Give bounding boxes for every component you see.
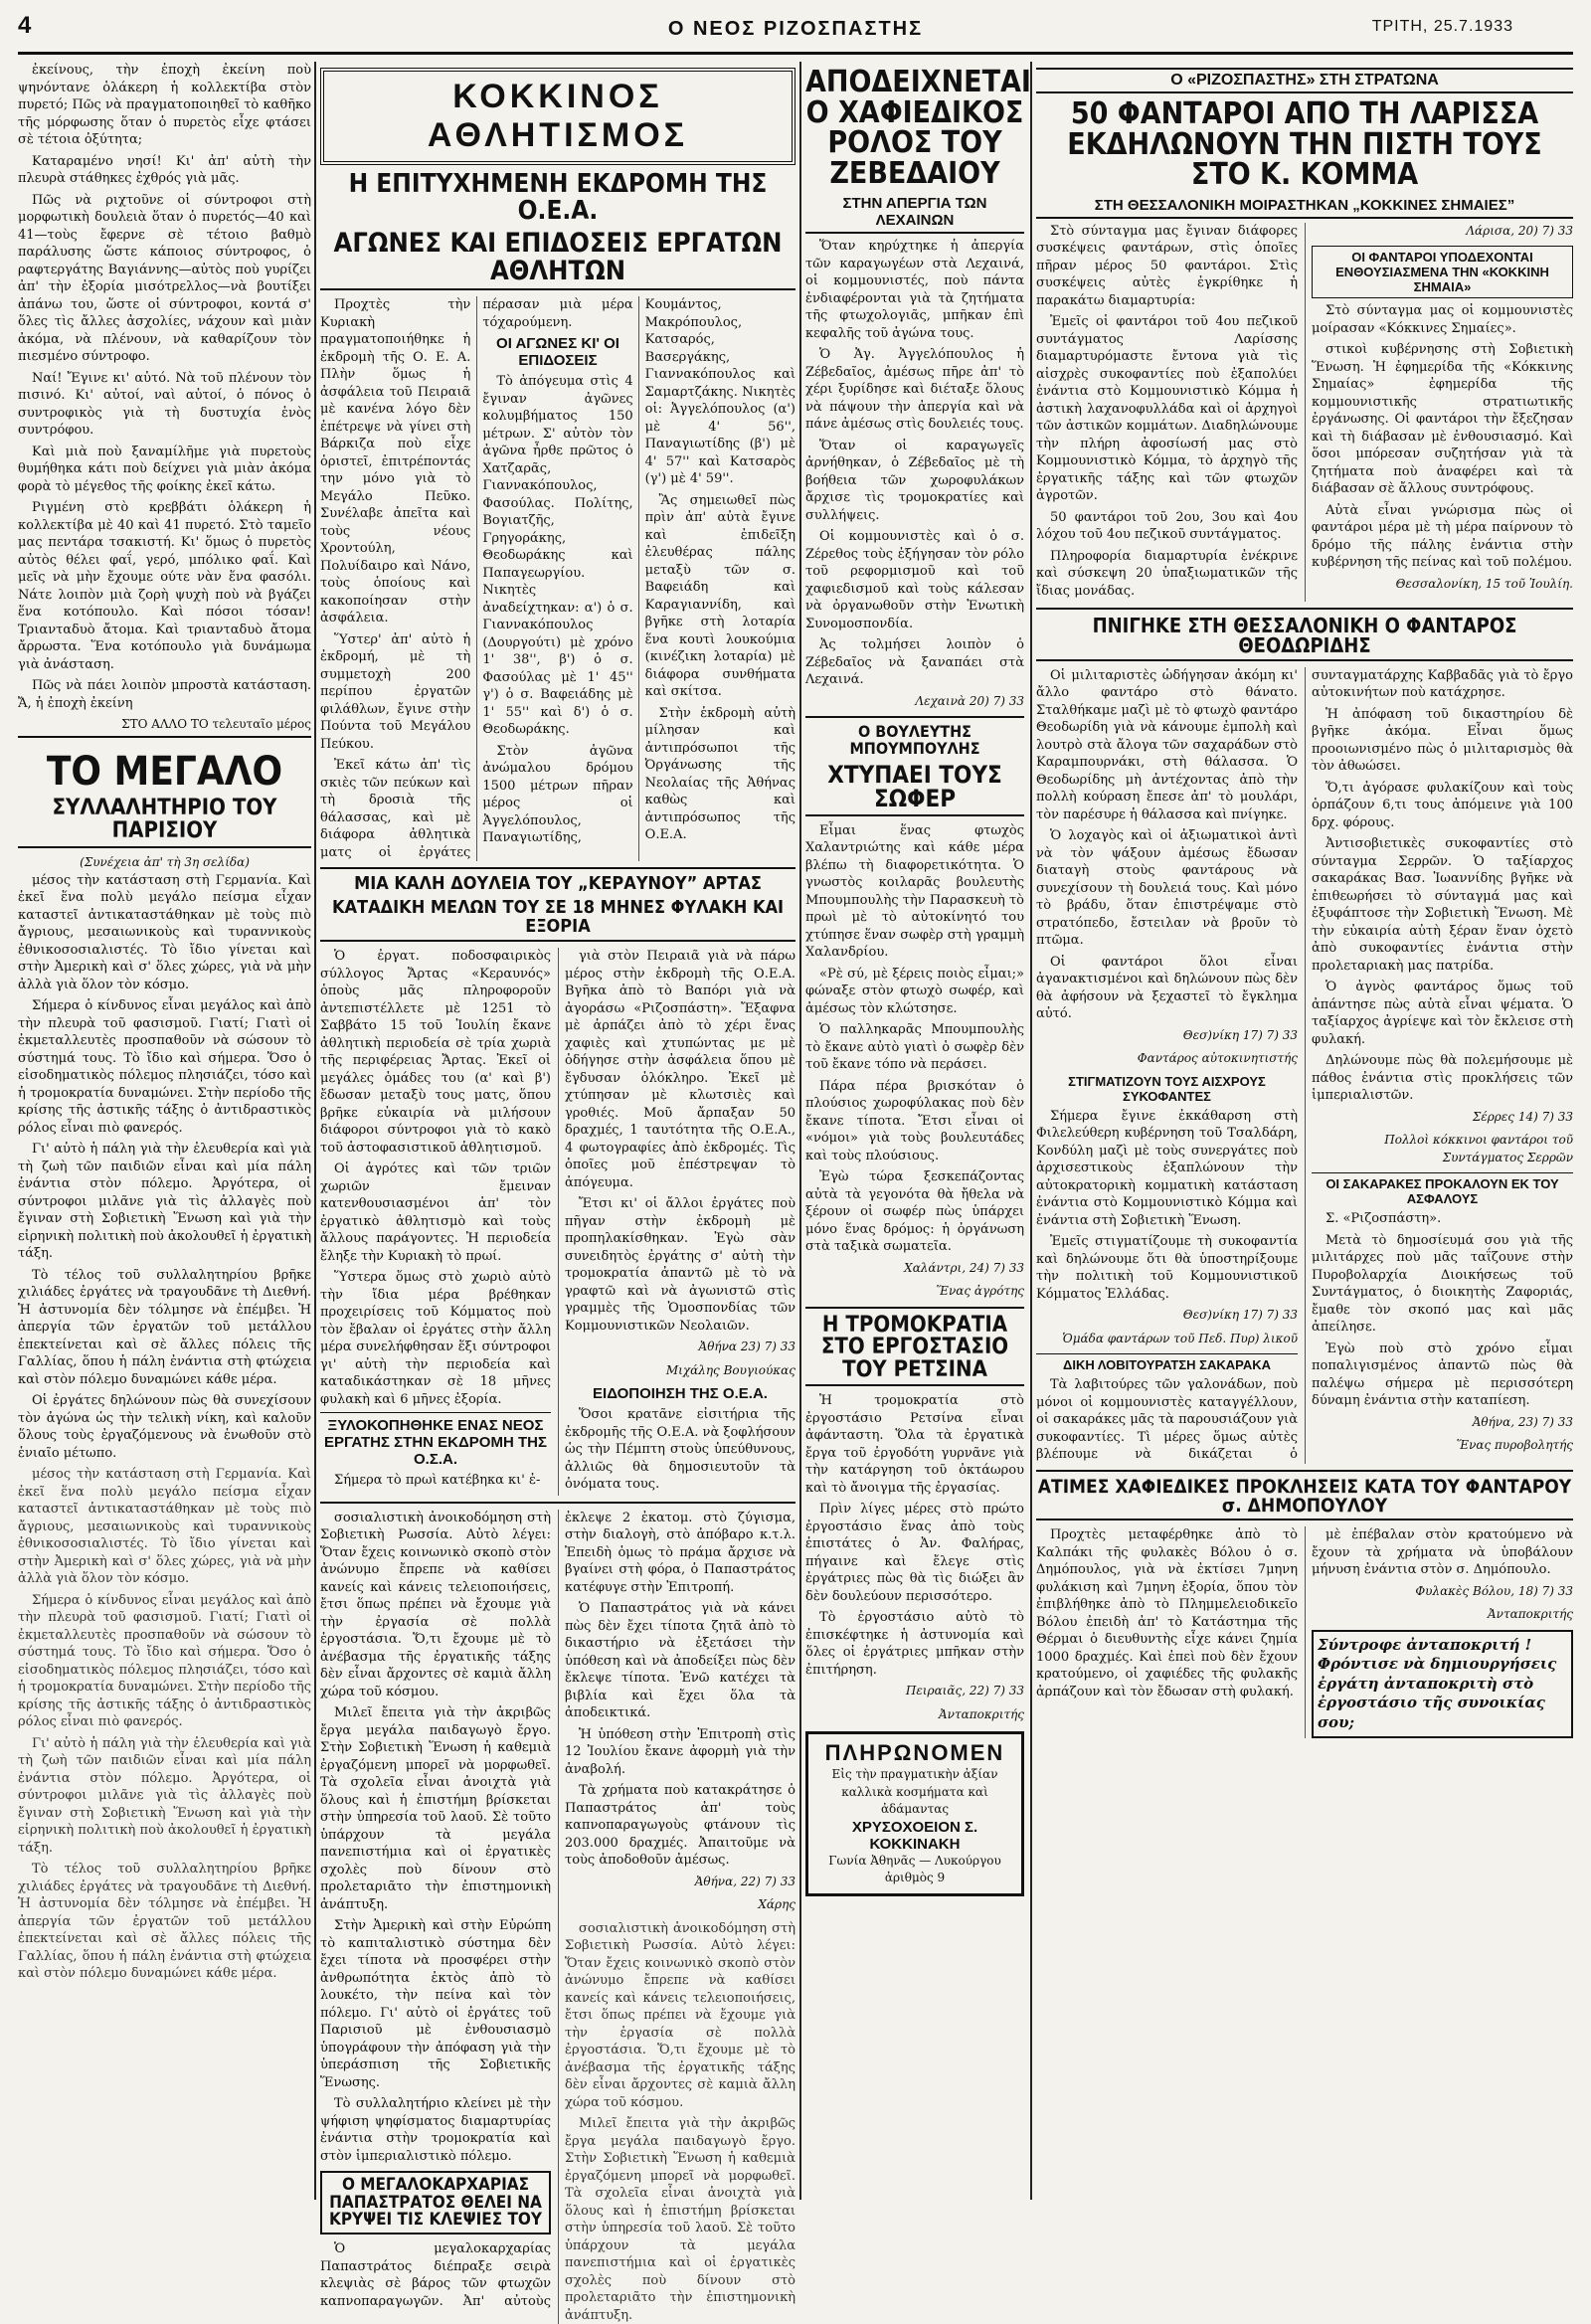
excursion-article	[320, 296, 796, 861]
signature: Ἀνταποκριτής	[939, 1706, 1024, 1721]
headline-provocations: ΟΙ ΣΑΚΑΡΑΚΕΣ ΠΡΟΚΑΛΟΥΝ ΕΚ ΤΟΥ ΑΣΦΑΛΟΥΣ	[1312, 1172, 1573, 1206]
paragraph: μὲ ἐπέβαλαν στὸν κρατούμενο νὰ ἔχουν τὰ χρήματα νὰ ὑποβάλουν μήνυση ἐνάντια στὸν σ. Δημόπουλο.	[1312, 1527, 1573, 1578]
paragraph: Οἱ ἐργάτες δηλώνουν πὼς θὰ συνεχίσουν τὸν ἀγώνα ὡς τὴν τελικὴ νίκη, καὶ καλοῦν ὅλους τοὺς ἐργαζόμενους νὰ ἑνωθοῦν στὸ ἑνιαῖο μέτωπο.	[18, 1393, 311, 1461]
paragraph: Ἔτσι κι' οἱ ἄλλοι ἐργάτες ποὺ πῆγαν στὴν ἐκδρομὴ μὲ προπηλακίσθηκαν. Ἐγὼ σὰν συνειδητὸς ἐργάτης σ' αὐτὴ τὴν τρομοκρατία ἀπαντῶ μὲ τὸ νὰ γραφτῶ καὶ νὰ ἀγωνιστῶ στὶς γραμμὲς τῆς Ὁμοσπονδίας τῶν Κομμουνιστικῶν Νεολαιῶν.	[565, 1196, 796, 1334]
headline-beaten-worker: ΞΥΛΟΚΟΠΗΘΗΚΕ ΕΝΑΣ ΝΕΟΣ ΕΡΓΑΤΗΣ ΣΤΗΝ ΕΚΔΡΟΜΗ ΤΗΣ Ο.Σ.Α.	[320, 1412, 551, 1468]
dateline: Λεχαινὰ 20) 7) 33	[915, 693, 1024, 708]
signature: Ἕνας πυροβολητής	[1456, 1438, 1573, 1453]
paragraph: Ὁ παλληκαρᾶς Μπουμπουλὴς τὸ ἔκανε αὐτὸ γιατὶ ὁ σωφὲρ δὲν τοῦ ἔκανε τόπο νὰ περάσει.	[805, 1022, 1024, 1073]
paragraph: Τὸ τέλος τοῦ συλλαλητηρίου βρῆκε χιλιάδες ἐργάτες νὰ τραγουδᾶνε τὴ Διεθνή. Ἡ ἀστυνομία δὲν τόλμησε νὰ ἐπέμβει. Ἡ ἀπεργία τῶν ἐργατῶν τοῦ μετάλλου ἐπεκτείνεται καὶ σὲ ἄλλες πόλεις τῆς Γαλλίας, ὅπου ἡ πάλη ἐνάντια στὴ φτώχεια καὶ στὸν πόλεμο δυναμώνει κάθε μέρα.	[18, 1862, 311, 1982]
dateline: Θεσσαλονίκη, 15 τοῦ Ἰουλίη.	[1395, 576, 1573, 591]
dateline: Σέρρες 14) 7) 33	[1472, 1109, 1573, 1124]
headline-drivers: ΧΤΥΠΑΕΙ ΤΟΥΣ ΣΩΦΕΡ	[805, 763, 1024, 816]
signature: Χάρης	[758, 1897, 796, 1912]
continue-note: ΣΤΟ ΑΛΛΟ ΤΟ τελευταῖο μέρος	[18, 716, 311, 738]
red-sports-box	[320, 68, 796, 165]
paragraph: Σ. «Ριζοσπάστη».	[1326, 1211, 1442, 1227]
signature: Ὁμάδα φαντάρων τοῦ Πεδ. Πυρ) λικοῦ	[1062, 1331, 1298, 1345]
ad-text: Εἰς τὴν πραγματικὴν ἀξίαν καλλικὰ κοσμήματα καὶ ἀδάμαντας	[831, 1767, 998, 1817]
paragraph: Καὶ μιὰ ποὺ ξαναμίλῆμε γιὰ πυρετοὺς θυμήθηκα κάτι ποὺ δείχνει γιὰ μιὰν ἀκόμα φορὰ τὸ μέγεθος τῆς φοίκης ἐκεῖ κάτω.	[18, 444, 311, 494]
column-rule	[1030, 62, 1032, 2200]
column-4	[1036, 62, 1573, 2200]
paragraph: Ἐκεῖ κάτω ἀπ' τὶς σκιὲς τῶν πεύκων καὶ τὴ δροσιὰ τῆς θάλασσας, καὶ μὲ διάφορα ἀθλητικὰ ματς οἱ ἐργάτες πέρασαν μιὰ μέρα τόχαρούμενη.	[320, 297, 633, 860]
paragraph: Πάρα πέρα βρισκόταν ὁ πλούσιος χωροφύλακας ποὺ δὲν ἔκανε τίποτα. Ἔτσι εἶναι οἱ «νόμοι» γιὰ τοὺς βουλευτάδες καὶ τοὺς πλούσιους.	[805, 1078, 1024, 1163]
red-sports-title-1: ΚΟΚΚΙΝΟΣ	[452, 78, 663, 115]
paragraph: Οἱ μιλιταριστὲς ὡδήγησαν ἀκόμη κι' ἄλλο φαντάρο στὸ θάνατο. Σταλθήκαμε μαζὶ μὲ τὸ φτωχὸ φαντάρο Θεοδωρίδη γιὰ νὰ κάνουμε ἐμπολὴ καὶ λουτρὸ στὰ ἄλογα τῶν σαχαράδων στὸ Καραμπουρνάκι, στὴ θάλασσα. Ὁ Θεοδωρίδης μὴ ἀντέχοντας ἀπὸ τὴν πολλὴ κούραση ἔπεσε ἀπ' τὸ μουλάρι, τὸν παρέσυρε ἡ θάλασσα καὶ πνίγηκε.	[1036, 667, 1298, 822]
paragraph: Ἡ ἀπόφαση τοῦ δικαστηρίου δὲ βγῆκε ἀκόμα. Εἶναι ὅμως προοιωνισμένο πὼς ὁ μιλιταρισμὸς θὰ τὸν ἀθωώσει.	[1312, 706, 1573, 775]
paragraph: Τὸ ἐργοστάσιο αὐτὸ τὸ ἐπισκέφτηκε ἡ ἀστυνομία καὶ ὅλες οἱ ἐργάτριες μπῆκαν στὴν ἐπιτήρηση.	[805, 1610, 1024, 1678]
dateline: Χαλάντρι, 24) 7) 33	[904, 1260, 1024, 1275]
paragraph: Μιλεῖ ἔπειτα γιὰ τὴν ἀκριβῶς ἔργα μεγάλα παιδαγωγὸ ἔργο. Στὴν Σοβιετικὴ Ἕνωση ἡ καθεμιὰ ἐργαζόμενη μπορεῖ νὰ μορφωθεῖ. Τὰ σχολεῖα εἶναι ἀνοιχτὰ γιὰ ὅλους καὶ ἡ ἐπιστήμη βρίσκεται στὴν ὑπηρεσία τοῦ λαοῦ. Σὲ τοῦτο ὑπάρχουν τὰ μεγάλα πανεπιστήμια καὶ οἱ ἐργατικὲς σχολὲς ποὺ δίνουν στὸ προλεταριᾶτο τὴν ἐπιστημονικὴ ἀνάπτυξη.	[320, 1705, 551, 1912]
paragraph: Μιλεῖ ἔπειτα γιὰ τὴν ἀκριβῶς ἔργα μεγάλα παιδαγωγὸ ἔργο. Στὴν Σοβιετικὴ Ἕνωση ἡ καθεμιὰ ἐργαζόμενη μπορεῖ νὰ μορφωθεῖ. Τὰ σχολεῖα εἶναι ἀνοιχτὰ γιὰ ὅλους καὶ ἡ ἐπιστήμη βρίσκεται στὴν ὑπηρεσία τοῦ λαοῦ. Σὲ τοῦτο ὑπάρχουν τὰ μεγάλα πανεπιστήμια καὶ οἱ ἐργατικὲς σχολὲς ποὺ δίνουν στὸ προλεταριᾶτο τὴν ἐπιστημονικὴ ἀνάπτυξη.	[565, 2116, 796, 2323]
keravnos-article	[320, 948, 796, 1496]
subhead-contests: ΟΙ ΑΓΩΝΕΣ ΚΙ' ΟΙ ΕΠΙΔΟΣΕΙΣ	[496, 335, 619, 370]
headline-kavvadas-trial: ΔΙΚΗ ΛΟΒΙΤΟΥΡΑΤΣΗ ΣΑΚΑΡΑΚΑ	[1036, 1353, 1298, 1372]
paragraph: Τὸ ἀπόγευμα στὶς 4 ἔγιναν ἀγῶνες κολυμβήματος 150 μέτρων. Σ' αὐτὸν τὸν ἀγῶνα ἦρθε πρῶτος ὁ Χατζαρᾶς, Γιαννακόπουλος, Φασούλας. Πολίτης, Βογιατζῆς, Γρηγοράκης, Θεοδωράκης καὶ Παπαγεωργίου. Νικητὲς ἀναδείχτηκαν: α') ὁ σ. Γιαννακόπουλος (Δουργούτι) μὲ χρόνο 1' 38'', β') ὁ σ. Φασούλας μὲ 1' 45'' γ') ὁ σ. Βαφειάδης μὲ 1' 55'' καὶ δ') ὁ σ. Θεοδωράκης.	[482, 374, 633, 738]
headline-paris-rally: ΤΟ ΜΕΓΑΛΟ	[46, 748, 283, 795]
dateline: Θεσ)νίκη 17) 7) 33	[1182, 1027, 1298, 1042]
prison-story-continued	[18, 62, 311, 738]
paragraph: Μετὰ τὸ δημοσίευμά σου γιὰ τῆς μιλιτάρχες ποὺ μᾶς ταΐζουνε στὴν Πυροβολαρχία Διοικήσεως τοῦ Συντάγματος, ὁ διοικητὴς Ζαφοριάς, ἔμαθε τὸν σκοπό μας καὶ μᾶς ἀπείλησε.	[1312, 1232, 1573, 1336]
paragraph: Ὅσοι κρατᾶνε εἰσιτήρια τῆς ἐκδρομῆς τῆς Ο.Ε.Α. νὰ ξοφλήσουν ὡς τὴν Πέμπτη στοὺς ὑπεύθυνους, ἀλλιῶς θὰ δημοσιευτοῦν τὰ ὀνόματα τους.	[565, 1407, 796, 1493]
paragraph: Στὸ σύνταγμα μας οἱ κομμουνιστὲς μοίρασαν «Κόκκινες Σημαίες».	[1312, 303, 1573, 336]
paragraph: Ὁ Παπαστράτος γιὰ νὰ κάνει πὼς δὲν ἔχει τίποτα ζητᾶ ἀπὸ τὸ δικαστήριο νὰ ἐξετάσει τὴν ὑπόθεση καὶ νὰ ἀποδείξει πὼς δὲν ἔκλεψε τίποτα. Ἐνῶ κατέχει τὰ βιβλία καὶ ἔχει ὅλα τὰ ἀποδεικτικά.	[565, 1601, 796, 1721]
red-sports-title-2: ΑΘΛΗΤΙΣΜΟΣ	[427, 116, 689, 154]
headline-papastratos: Ο ΜΕΓΑΛΟΚΑΡΧΑΡΙΑΣ ΠΑΠΑΣΤΡΑΤΟΣ ΘΕΛΕΙ ΝΑ ΚΡΥΨΕΙ ΤΙΣ ΚΛΕΨΙΕΣ ΤΟΥ	[320, 2171, 551, 2235]
dateline: Φυλακὲς Βόλου, 18) 7) 33	[1415, 1583, 1573, 1598]
paragraph: Ὅταν οἱ καραγωγεῖς ἀρνήθηκαν, ὁ Ζέβεδαῖος μὲ τὴ βοήθεια τῶν χωροφυλάκων ἄρχισε τὶς τρομοκρατίες καὶ συλλήψεις.	[805, 438, 1024, 523]
dateline: Λάρισα, 20) 7) 33	[1466, 223, 1573, 238]
headline-dimopoulos: ΑΤΙΜΕΣ ΧΑΦΙΕΔΙΚΕΣ ΠΡΟΚΛΗΣΕΙΣ ΚΑΤΑ ΤΟΥ ΦΑΝΤΑΡΟΥ σ. ΔΗΜΟΠΟΥΛΟΥ	[1036, 1478, 1573, 1521]
paragraph: Στὸν ἀγῶνα ἀνώμαλου δρόμου 1500 μέτρων πῆραν μέρος οἱ Ἀγγελόπουλος, Παναγιωτίδης, Κουμάντος, Μακρόπουλος, Κατσαρός, Βασεργάκης, Γιαννακόπουλος καὶ Σαμαρτζάκης. Νικητὲς οἱ: Ἀγγελόπουλος (α') μὲ 4' 56'', Παναγιωτίδης (β') μὲ 4' 57'' καὶ Κατσαρὸς (γ') μὲ 4' 59''.	[482, 297, 796, 846]
jeweler-ad	[805, 1731, 1024, 1896]
paragraph: Ναί! Ἔγινε κι' αὐτό. Νὰ τοῦ πλένουν τὸν πισινό. Κι' αὐτοί, ναὶ αὐτοί, ὁ πόνος ὁ συντροφικὸς γιὰ τὴ δυστυχία ἑνὸς συντρόφου.	[18, 370, 311, 438]
paragraph: σοσιαλιστικὴ ἀνοικοδόμηση στὴ Σοβιετικὴ Ρωσσία. Αὐτὸ λέγει: Ὅταν ἔχεις κοινωνικὸ σκοπὸ στὸν ἀνώνυμο ἔπρεπε νὰ καθίσει κανείς καὶ κάνεις τελειοποιήσεις, ἔτσι ὅπως πρέπει νὰ ἔχουμε γιὰ τὴν ἐργασία σὲ πολλὰ ἐργοστάσια. Ὅ,τι ἔχουμε μὲ τὸ ἀνέβασμα τῆς ἐργατικῆς τάξης δὲν εἶναι ἄρχοντες σὲ καμιὰ ἄλλη χώρα τοῦ κόσμου.	[320, 1510, 551, 1699]
correspondent-appeal: Σύντροφε ἀνταποκριτή ! Φρόντισε νὰ δημιουργήσεις ἐργάτη ἀνταποκριτὴ στὸ ἐργοστάσιο τῆς συνοικίας σου;	[1312, 1630, 1573, 1739]
paragraph: σοσιαλιστικὴ ἀνοικοδόμηση στὴ Σοβιετικὴ Ρωσσία. Αὐτὸ λέγει: Ὅταν ἔχεις κοινωνικὸ σκοπὸ στὸν ἀνώνυμο ἔπρεπε νὰ καθίσει κανείς καὶ κάνεις τελειοποιήσεις, ἔτσι ὅπως πρέπει νὰ ἔχουμε γιὰ τὴν ἐργασία σὲ πολλὰ ἐργοστάσια. Ὅ,τι ἔχουμε μὲ τὸ ἀνέβασμα τῆς ἐργατικῆς τάξης δὲν εἶναι ἄρχοντες σὲ καμιὰ ἄλλη χώρα τοῦ κόσμου.	[565, 1920, 796, 2110]
paragraph: στικοὶ κυβέρνησης στὴ Σοβιετικὴ Ἕνωση. Ἡ ἐφημερίδα τῆς «Κόκκινης Σημαίας» ἐφημερίδα τῆς κομμουνιστικῆς στρατιωτικῆς ἐργάνωσης. Οἱ φαντάροι τὴν ἔξεζησαν καὶ τὴ διάβασαν μὲ ἐνθουσιασμό. Καὶ ὅσοι μπόρεσαν συζητήσαν γιὰ τὰ ζητήματα ποὺ ἀναφέρει καὶ τὰ διάβασαν σὲ ἄλλους συντρόφους.	[1312, 342, 1573, 497]
headline-drowned: ΠΝΙΓΗΚΕ ΣΤΗ ΘΕΣΣΑΛΟΝΙΚΗ Ο ΦΑΝΤΑΡΟΣ ΘΕΟΔΩΡΙΔΗΣ	[1036, 616, 1573, 661]
paragraph: Πῶς νὰ ριχτοῦνε οἱ σύντροφοι στὴ μορφωτικὴ δουλειὰ ὅταν ὁ πυρετός—40 καὶ 41—τοὺς ἔφερνε σὲ τέτοιο βαθμὸ παράλυσης ὥστε κάποιος σύντροφος, ὁ ραφτεργάτης Βαγιάννης—αὐτὸς ποὺ γυρίζει ἀπ' τὴν ἐξορία μισότρελλος—νὰ βουτίξει ἀπάνω του, ὥστε οἱ σύντροφοι, κοντά σ' ὅλες τὶς ἄλλες ἀσχολίες, νάχουν καὶ μιὰν ἀκόμα, νὰ πλένουν, νὰ καθαρίζουν τὸν πιεσμένο σύντροφο.	[18, 192, 311, 364]
dateline: Πειραιᾶς, 22) 7) 33	[905, 1684, 1024, 1698]
signature: Φαντάρος αὐτοκινητιστής	[1137, 1051, 1298, 1066]
paragraph: Ὁ Ἀγ. Ἀγγελόπουλος ἡ Ζέβεδαῖος, ἀμέσως πῆρε ἀπ' τὸ χέρι ξυρίδησε καὶ διέταξε ὅλους νὰ πάψουν τὴν ἀπεργία καὶ νὰ πάνε ἀμέσως στὶς δουλειές τους.	[805, 347, 1024, 433]
headline-athletes: ΑΓΩΝΕΣ ΚΑΙ ΕΠΙΔΟΣΕΙΣ ΕΡΓΑΤΩΝ ΑΘΛΗΤΩΝ	[320, 230, 796, 290]
signature: Πολλοὶ κόκκινοι φαντάροι τοῦ Συντάγματος Σερρῶν	[1384, 1133, 1573, 1164]
headline-larissa: 50 ΦΑΝΤΑΡΟΙ ΑΠΟ ΤΗ ΛΑΡΙΣΣΑ ΕΚΔΗΛΩΝΟΥΝ ΤΗΝ ΠΙΣΤΗ ΤΟΥΣ ΣΤΟ Κ. ΚΟΜΜΑ	[1067, 96, 1542, 193]
paragraph: Τὸ τέλος τοῦ συλλαλητηρίου βρῆκε χιλιάδες ἐργάτες νὰ τραγουδᾶνε τὴ Διεθνή. Ἡ ἀστυνομία δὲν τόλμησε νὰ ἐπέμβει. Ἡ ἀπεργία τῶν ἐργατῶν τοῦ μετάλλου ἐπεκτείνεται καὶ σὲ ἄλλες πόλεις τῆς Γαλλίας, ὅπου ἡ πάλη ἐνάντια στὴ φτώχεια καὶ στὸν πόλεμο δυναμώνει κάθε μέρα.	[18, 1267, 311, 1387]
paragraph: Ὅταν κηρύχτηκε ἡ ἀπεργία τῶν καραγωγέων στὰ Λεχαινά, οἱ κομμουνιστές, ποὺ πάντα ἐνδιαφέρονται γιὰ τὰ ζητήματα τῆς φτωχολογιᾶς, μπῆκαν ἐπὶ κεφαλῆς τοῦ ἀγώνα τους.	[805, 239, 1024, 341]
paragraph: Γι' αὐτὸ ἡ πάλη γιὰ τὴν ἐλευθερία καὶ γιὰ τὴ ζωὴ τῶν παιδιῶν εἶναι καὶ μία πάλη ἐνάντια στὸν πόλεμο. Ἀργότερα, οἱ σύντροφοι μιλᾶνε γιὰ τὶς ἀλλαγὲς ποὺ ἔγιναν στὴ Σοβιετικὴ Ἕνωση καὶ γιὰ τὴν εἰρηνικὴ πολιτικὴ ποὺ ἀκολουθεῖ ἡ ἐργατικὴ τάξη.	[18, 1735, 311, 1856]
dateline: Ἀθήνα, 23) 7) 33	[1472, 1414, 1573, 1429]
issue-date: ΤΡΙΤΗ, 25.7.1933	[1371, 18, 1513, 35]
headline-slanderers: ΣΤΙΓΜΑΤΙΖΟΥΝ ΤΟΥΣ ΑΙΣΧΡΟΥΣ ΣΥΚΟΦΑΝΤΕΣ	[1068, 1073, 1266, 1104]
headline-zevedaios: ΑΠΟΔΕΙΧΝΕΤΑΙ Ο ΧΑΦΙΕΔΙΚΟΣ ΡΟΛΟΣ ΤΟΥ ΖΕΒΕΔΑΙΟΥ	[805, 65, 1031, 191]
dimopoulos-article	[1036, 1526, 1573, 1738]
paragraph: Καταραμένο νησί! Κι' ἀπ' αὐτὴ τὴν πλευρὰ στάθηκες ἐχθρός γιὰ μᾶς.	[18, 153, 311, 186]
page-header	[18, 8, 1573, 55]
paragraph: Προχτὲς μεταφέρθηκε ἀπὸ τὸ Καλπάκι τῆς φυλακὲς Βόλου ὁ σ. Δημόπουλος, γιὰ νὰ ἐκτίσει 7μηνη φυλάκιση καὶ 7μηνη ἐξορία, ὅπου τὸν ἐπιβλήθηκε ἀπὸ τὸ Πλημμελειοδικεῖο Βόλου ἐπειδὴ ἀπ' τὸ Κατάστημα τῆς Θέρμαι ὁ διευθυντὴς εἶχε κάνει ζημία 1000 δραχμές. Καὶ ἐπεὶ ποὺ δὲν ἔχουν κρατούμενο, οἱ χαφιέδες τῆς φυλακῆς ἀρπάζουν καὶ τὸν ἔδωσαν στὴ φυλακή.	[1036, 1527, 1298, 1699]
paragraph: Ὁ λοχαγὸς καὶ οἱ ἀξιωματικοὶ ἀντὶ νὰ τὸν ψάξουν ἀμέσως ἔδωσαν διαταγὴ στοὺς φαντάρους νὰ συνεχίσουν τὴ δουλειά τους. Καὶ μόνο τὸ βράδυ, ὅταν ἐπιστρέψαμε στὸ στρατόπεδο, ἔστειλαν νὰ βροῦν τὸ πτῶμα.	[1036, 828, 1298, 949]
paragraph: Πῶς νὰ πάει λοιπὸν μπροστὰ κατάσταση. Ἄ, ἡ ἐποχὴ ἐκείνη	[18, 678, 311, 711]
dateline: Ἀθήνα 23) 7) 33	[698, 1340, 796, 1354]
column-rule	[799, 62, 801, 2200]
paragraph: Ἂς σημειωθεῖ πὼς πρὶν ἀπ' αὐτὰ ἔγινε καὶ ἐπιδεῖξη ἐλευθέρας πάλης μεταξὺ τῶν σ. Βαφειάδη καὶ Καραγιαννίδη, καὶ βγῆκε στὴ λοταρία ἕνα κουτὶ λουκούμια (κινέζικη λοταρία) μὲ διάφορα συνθήματα καὶ σκίτσα.	[644, 492, 796, 700]
dateline: Θεσ)νίκη 17) 7) 33	[1182, 1308, 1298, 1323]
paragraph: μέσος τὴν κατάσταση στὴ Γερμανία. Καὶ ἐκεῖ ἕνα πολὺ μεγάλο πείσμα εἶχαν καταστεῖ ἀντικαταστάθηκαν μὲ τοὺς πιὸ ἄγριους, μεσαιωνικοὺς καὶ τυραννικοὺς ἐθνικοσοσιαλιστές. Τὸ ἴδιο γίνεται καὶ στὴν Ἀμερικὴ καὶ σ' ὅλες χώρες, γιὰ νὰ μὴν ἀλλὰ γιὰ ὅλον τὸν κόσμο.	[18, 872, 311, 992]
paragraph: μέσος τὴν κατάσταση στὴ Γερμανία. Καὶ ἐκεῖ ἕνα πολὺ μεγάλο πείσμα εἶχαν καταστεῖ ἀντικαταστάθηκαν μὲ τοὺς πιὸ ἄγριους, μεσαιωνικοὺς καὶ τυραννικοὺς ἐθνικοσοσιαλιστές. Τὸ ἴδιο γίνεται καὶ στὴν Ἀμερικὴ καὶ σ' ὅλες χώρες, γιὰ νὰ μὴν ἀλλὰ γιὰ ὅλον τὸν κόσμο.	[18, 1467, 311, 1587]
paragraph: Ἐμεῖς στιγματίζουμε τὴ συκοφαντία καὶ δηλώνουμε ὅτι θὰ ὑποστηρίξουμε τὴν πολιτικὴ τοῦ Κομμουνιστικοῦ Κόμματος Ἑλλάδας.	[1036, 1234, 1298, 1302]
paragraph: γιὰ στὸν Πειραιᾶ γιὰ νὰ πάρω μέρος στὴν ἐκδρομὴ τῆς Ο.Ε.Α. Βγῆκα ἀπὸ τὸ Βαπόρι γιὰ νὰ ἀγοράσω «Ριζοσπάστη». Ἔξαφνα μὲ ἁρπάζει ἀπὸ τὸ χέρι ἕνας χαφιὲς καὶ χτυπώντας με μὲ ὁδήγησε στὴν ἀσφάλεια ὅπου μὲ ἔγδυσαν ὁλόκληρο. Ἐκεῖ μὲ χτύπησαν μὲ κλωτσιὲς καὶ γροθιές. Μοῦ ἄρπαξαν 50 δραχμές, 1 ταυτότητα τῆς Ο.Ε.Α., 4 φωτογραφίες ἀπὸ ἐκδρομές. Τὶς ὁποῖες μοῦ ἐπέστρεψαν τὸ ἀπόγευμα.	[565, 949, 796, 1190]
column-rule	[314, 62, 316, 2200]
ad-shop: ΧΡΥΣΟΧΟΕΙΟΝ Σ. ΚΟΚΚΙΝΑΚΗ	[851, 1818, 978, 1853]
paragraph: Ριγμένη στὸ κρεββάτι ὁλάκερη ἡ κολλεκτίβα μὲ 40 καὶ 41 πυρετό. Στὸ ταμεῖο μας πεντάρα τσακιστή. Κι' ὅμως ὁ πυρετὸς αὐτὸς θέλει φαΐ, γερό, μπόλικο φαΐ. Καὶ μεῖς νὰ μὴν ἔχουμε ούτε νὰν ἕνα φασόλι. Νάτε λοιπὸν μιὰ ζορὴ ψυχὴ ποὺ νὰ βγάζει ἕνα κοτόπουλο. Καὶ πόσοι τόσαν! Τριανταδυὸ ἄτομα. Καὶ τριανταδυὸ ἄτομα ἄρρωστα. Ἕνα κοτόπουλο γιὰ δυνάμωμα γιὰ ἀνάσταση.	[18, 500, 311, 672]
paragraph: Ὁ ἀγνὸς φαντάρος ὅμως τοῦ ἀπάντησε πὼς αὐτὰ εἶναι ψέματα. Ὁ ταξίαρχος ἀγρίεψε καὶ τὸν ἔκλεισε στὴ φυλακή.	[1312, 980, 1573, 1047]
column-3	[805, 62, 1031, 2200]
headline-retsina: Η ΤΡΟΜΟΚΡΑΤΙΑ ΣΤΟ ΕΡΓΟΣΤΑΣΙΟ ΤΟΥ ΡΕΤΣΙΝΑ	[805, 1315, 1024, 1386]
headline-strike: ΣΤΗΝ ΑΠΕΡΓΙΑ ΤΩΝ ΛΕΧΑΙΝΩΝ	[805, 195, 1024, 234]
paragraph: Σήμερα ἔγινε ἐκκάθαρση στὴ Φιλελεύθερη κυβέρνηση τοῦ Τσαλδάρη, Κονδύλη μαζὶ μὲ τοὺς συνεργάτες ποὺ ἀρχισεστικοὺς ἐξαπλώνουν τὴν αὐτοκρατορικὴ κομματικὴ κατάσταση ἐνάντια στὸ Κομμουνιστικὸ Κόμμα καὶ ἐνάντια στὴ Σοβιετικὴ Ἕνωση.	[1036, 1108, 1298, 1228]
paragraph: Σήμερα τὸ πρωὶ κατέβηκα κι' ἐ-	[334, 1473, 541, 1489]
headline-excursion: Η ΕΠΙΤΥΧΗΜΕΝΗ ΕΚΔΡΟΜΗ ΤΗΣ Ο.Ε.Α.	[348, 169, 768, 226]
continued-from: (Συνέχεια ἀπ' τὴ 3η σελίδα)	[80, 855, 250, 870]
paragraph: Ὅ,τι ἀγόρασε φυλακίζουν καὶ τοὺς ὁρπάζουν 6,τι τους ἀπόμεινε γιὰ 100 δρχ. φόρους.	[1312, 780, 1573, 830]
headline-red-flags: ΣΤΗ ΘΕΣΣΑΛΟΝΙΚΗ ΜΟΙΡΑΣΤΗΚΑΝ „ΚΟΚΚΙΝΕΣ ΣΗΜΑΙΕΣ”	[1036, 197, 1573, 219]
paragraph: Στὸ σύνταγμα μας ἔγιναν διάφορες συσκέψεις φαντάρων, στὶς ὁποῖες πῆραν μέρος 50 φαντάροι. Στὶς συσκέψεις αὐτὲς ἐγκρίθηκε ἡ παρακάτω διαμαρτυρία:	[1036, 223, 1298, 308]
paragraph: «Ρὲ σύ, μὲ ξέρεις ποιὸς εἶμαι;» φώναξε στὸν φτωχὸ σωφέρ, καὶ ἀμέσως τὸν κλώτσησε.	[805, 966, 1024, 1016]
drowned-article	[1036, 667, 1573, 1464]
paris-continued	[320, 1510, 796, 2324]
ad-title: ΠΛΗΡΩΝΟΜΕΝ	[824, 1740, 1005, 1766]
dateline: Ἀθήνα, 22) 7) 33	[694, 1874, 796, 1888]
signature: Ἕνας ἀγρότης	[936, 1284, 1024, 1299]
larissa-article	[1036, 223, 1573, 602]
paragraph: Ἡ ὑπόθεση στὴν Ἐπιτροπὴ στὶς 12 Ἰουλίου ἔκανε ἀφορμὴ γιὰ τὴν ἀναβολή.	[565, 1726, 796, 1777]
headline-mp: Ο ΒΟΥΛΕΥΤΗΣ ΜΠΟΥΜΠΟΥΛΗΣ	[849, 722, 980, 758]
section-army: Ο «ΡΙΖΟΣΠΑΣΤΗΣ» ΣΤΗ ΣΤΡΑΤΩΝΑ	[1036, 68, 1573, 93]
paragraph: Στὴν Ἀμερικὴ καὶ στὴν Εὐρώπη τὸ καπιταλιστικὸ σύστημα δὲν ἔχει τίποτα νὰ προσφέρει στὴν ἀνθρωπότητα ἐκτὸς ἀπὸ τὸ λουκέτο, τὴν πείνα καὶ τὸν πόλεμο. Γι' αὐτὸ οἱ ἐργάτες τοῦ Παρισιοῦ μὲ ἐνθουσιασμὸ ὑπογράφουν τὴν ἀπόφαση γιὰ τὴν ὑπεράσπιση τῆς Σοβιετικῆς Ἕνωσης.	[320, 1918, 551, 2090]
headline-red-flag-welcome: ΟΙ ΦΑΝΤΑΡΟΙ ΥΠΟΔΕΧΟΝΤΑΙ ΕΝΘΟΥΣΙΑΣΜΕΝΑ ΤΗΝ «ΚΟΚΚΙΝΗ ΣΗΜΑΙΑ»	[1312, 246, 1573, 298]
paragraph: Στὴν ἐκδρομὴ αὐτὴ μίλησαν καὶ ἀντιπρόσωποι τῆς Ὀργάνωσης τῆς Νεολαίας τῆς Ἀθήνας καθὼς καὶ ἀντιπρόσωπος τῆς Ο.Ε.Α.	[644, 705, 796, 843]
paragraph: Ἐγὼ ποὺ στὸ χρόνο εἶμαι ποπαλιγισμένος ἀπαντῶ πὼς θὰ παλέψω σήμερα μὲ περισσότερη δύναμη ἐνάντια στὴν καταπίεση.	[1312, 1341, 1573, 1409]
paragraph: Ὕστερα ὅμως στὸ χωριὸ αὐτὸ τὴν ἴδια μέρα βρέθηκαν προχειρίσεις τοῦ Κόμματος ποὺ τὸν ἔβαλαν οἱ ἐργάτες στὴν ἄλλη μέρα συνελήφθησαν ἕξι σύντροφοι γι' αὐτὴ τὴν περιοδεία καὶ καταδικάστηκαν σὲ 18 μῆνες φυλακὴ καὶ 6 μῆνες ἐξορία.	[320, 1270, 551, 1407]
paragraph: Οἱ φαντάροι ὅλοι εἶναι ἀγανακτισμένοι καὶ δηλώνουν πὼς δὲν θὰ ἀφήσουν νὰ ξεχαστεῖ τὸ ἔγκλημα αὐτό.	[1036, 954, 1298, 1022]
paragraph: Δηλώνουμε πὼς θὰ πολεμήσουμε μὲ πάθος ἐνάντια στὶς προκλήσεις τῶν ἱμπεριαλιστῶν.	[1312, 1053, 1573, 1104]
paragraph: Σήμερα ὁ κίνδυνος εἶναι μεγάλος καὶ ἀπὸ τὴν πλευρὰ τοῦ φασισμοῦ. Γιατί; Γιατὶ οἱ ἐκμεταλλευτὲς προσπαθοῦν νὰ σώσουν τὸ σύστημά τους. Τὸ ἴδιο καὶ σήμερα. Ὅσο ὁ εἰσοδηματικὸς πόλεμος πλησιάζει, τόσο καὶ ἡ τρομοκρατία δυναμώνει. Στὴν περίοδο τῆς κρίσης τῆς ἀστικῆς τάξης ὁ ἀντιδραστικὸς ρόλος εἶναι πιὸ φανερός.	[18, 1592, 311, 1730]
signature: Ἀνταποκριτής	[1488, 1607, 1573, 1622]
paragraph: Πρὶν λίγες μέρες στὸ πρώτο ἐργοστάσιο ἕνας ἀπὸ τοὺς ἐπιστάτες ὁ Ἀν. Φαλήρας, πήγαινε καὶ ἔλεγε στὶς ἐργάτριες πὼς θὰ τὶς διώξει ἂν δὲν δουλεύουν περισσότερο.	[805, 1502, 1024, 1604]
paragraph: Ὕστερ' ἀπ' αὐτὸ ἡ ἐκδρομή, μὲ τὴ συμμετοχὴ 200 περίπου ἐργατῶν φιλάθλων, ἔγινε στὴν Πούντα τοῦ Μεγάλου Πεύκου.	[320, 631, 471, 752]
paragraph: Ἡ τρομοκρατία στὸ ἐργοστάσιο Ρετσίνα εἶναι ἀφάνταστη. Ὅλα τὰ ἐργατικὰ ἔργα τοῦ ἐργοδότη γυρνᾶνε γιὰ τὴν κατάργηση τοῦ ὀκτάωρου καὶ τὸ ἄνοιγμα τῆς ἐργασίας.	[805, 1393, 1024, 1496]
paragraph: Ὁ ἐργατ. ποδοσφαιρικὸς σύλλογος Ἄρτας «Κεραυνός» ὁποὺς μᾶς πληροφοροῦν ἀντεπιστέλλετε μὲ 1251 τὸ Σαββάτο 15 τοῦ Ἰουλίη ἔκανε ἀθλητικὴ περιοδεία σὲ τρία χωριὰ τῆς περιφέρειας Ἄρτας. Ἐκεῖ οἱ μεγάλες ὁμάδες του (α' καὶ β') ἔδωσαν μεταξὺ τους ματς, ὅπου βρῆκε εὐκαιρία νὰ μιλήσουν διάφοροι σύντροφοι γιὰ τὸ κακὸ τοῦ ἀστοφασιστικοῦ ἀθλητισμοῦ.	[320, 949, 551, 1156]
signature: Μιχάλης Βουγιούκας	[665, 1362, 796, 1377]
headline-notice: ΕΙΔΟΠΟΙΗΣΗ ΤΗΣ Ο.Ε.Α.	[593, 1385, 768, 1403]
ad-address: Γωνία Ἀθηνᾶς — Λυκούργου ἀριθμὸς 9	[828, 1853, 1001, 1885]
headline-keravnos: ΜΙΑ ΚΑΛΗ ΔΟΥΛΕΙΑ ΤΟΥ „ΚΕΡΑΥΝΟΥ” ΑΡΤΑΣ	[354, 873, 762, 895]
paragraph: Οἱ κομμουνιστὲς καὶ ὁ σ. Ζέρεθος τοὺς ἐξήγησαν τὸν ρόλο τοῦ ρεφορμισμοῦ καὶ τοῦ χαφιεδισμοῦ καὶ τοὺς κάλεσαν νὰ ὀργανωθοῦν στὴν Ἑνωτικὴ Συνομοσπονδία.	[805, 529, 1024, 631]
paragraph: Ἐμεῖς οἱ φαντάροι τοῦ 4ου πεζικοῦ συντάγματος Λαρίσσης διαμαρτυρόμαστε ἔντονα γιὰ τὶς αἰσχρὲς συκοφαντίες ποὺ ἐξαπολύει ἐνάντια στὸ Κομμουνιστικὸ Κόμμα ἡ ἀστικὴ λαχανοφυλλάδα καὶ οἱ ἀρχηγοὶ τῶν ἀστικῶν κομμάτων. Διαδηλώνουμε τὴν πλήρη ἀφοσίωσή μας στὸ Κομμουνιστικὸ Κόμμα, τὸ ἀρχηγὸ τῆς ἐργατικῆς τάξης καὶ τῶν φτωχῶν ἀγροτῶν.	[1036, 314, 1298, 504]
page-number: 4	[18, 12, 32, 39]
paragraph: Αὐτὰ εἶναι γνώρισμα πὼς οἱ φαντάροι μέρα μὲ τὴ μέρα παίρνουν τὸ δρόμο τῆς πάλης ἐνάντια στὴν κυβέρνηση τῆς πείνας καὶ τοῦ πολέμου.	[1312, 502, 1573, 571]
paragraph: Ἐγὼ τώρα ξεσκεπάζοντας αὐτὰ τὰ γεγονότα θὰ ἤθελα νὰ ξέρουν οἱ σωφέρ πὼς ὑπάρχει μόνο ἕνας δρόμος: ἡ ὀργάνωση στὰ ταξικὰ σωματεῖα.	[805, 1169, 1024, 1255]
paragraph: Ἀντισοβιετικὲς συκοφαντίες στὸ σύνταγμα Σερρῶν. Ὁ ταξίαρχος σακαράκας Βασ. Ἰωαννίδης βγῆκε νὰ ἐπιθεωρήσει τὸ σύνταγμά μας καὶ ἐξυφάπτοσε τὴν Σοβιετικὴ Ἕνωση. Μὲ τὴν εὐκαιρία αὐτὴ ξέραν ἕναν ὀχετὸ ἀπὸ συκοφαντίες ἐνάντια στὴν προλεταριακὴ μας πατρίδα.	[1312, 836, 1573, 974]
paragraph: Εἶμαι ἕνας φτωχὸς Χαλαντριώτης καὶ κάθε μέρα βλέπω τὴ διαφορετικότητα. Ὁ γνωστὸς κοιλαρᾶς βουλευτὴς Μπουμπουλὴς τὴν Παρασκευὴ τὸ πρωὶ μὲ τὸ αὐτοκίνητό του χτύπησε ἕναν σωφὲρ στὴ γραμμὴ Χαλανδρίου.	[805, 822, 1024, 961]
paragraph: 50 φαντάροι τοῦ 2ου, 3ου καὶ 4ου λόχου τοῦ 4ου πεζικοῦ συντάγματος.	[1036, 509, 1298, 543]
paragraph: Οἱ ἀγρότες καὶ τῶν τριῶν χωριῶν ἔμειναν κατενθουσιασμένοι ἀπ' τὸν ἐργατικὸ ἀθλητισμὸ καὶ τοὺς ἄλλους παράγοντες. Ἡ περιοδεία ἔληξε τὴν Κυριακὴ τὸ πρωί.	[320, 1162, 551, 1264]
paragraph: Σήμερα ὁ κίνδυνος εἶναι μεγάλος καὶ ἀπὸ τὴν πλευρὰ τοῦ φασισμοῦ. Γιατί; Γιατὶ οἱ ἐκμεταλλευτὲς προσπαθοῦν νὰ σώσουν τὸ σύστημά τους. Τὸ ἴδιο καὶ σήμερα. Ὅσο ὁ εἰσοδηματικὸς πόλεμος πλησιάζει, τόσο καὶ ἡ τρομοκρατία δυναμώνει. Στὴν περίοδο τῆς κρίσης τῆς ἀστικῆς τάξης ὁ ἀντιδραστικὸς ρόλος εἶναι πιὸ φανερός.	[18, 998, 311, 1136]
masthead: Ο ΝΕΟΣ ΡΙΖΟΣΠΑΣΤΗΣ	[667, 18, 924, 40]
column-1	[18, 62, 311, 2200]
paragraph: Ἀς τολμήσει λοιπὸν ὁ Ζέβεδαῖος νὰ ξαναπάει στὰ Λεχαινά.	[805, 637, 1024, 688]
headline-paris-rally-sub: ΣΥΛΛΑΛΗΤΗΡΙΟ ΤΟΥ ΠΑΡΙΣΙΟΥ	[18, 798, 311, 848]
paragraph: Ὁ μεγαλοκαρχαρίας Παπαστράτος διέπραξε σειρὰ κλεψιὰς σὲ βάρος τῶν φτωχῶν καπνοπαραγωγῶν. Ἀπ' αὐτοὺς ἐκλεψε 2 ἐκατομ. στὸ ζύγισμα, στὴν διαλογὴ, στὸ ἀπόβαρο κ.τ.λ. Ἐπειδὴ ὁμως τὸ πράμα ἄρχισε νὰ βγαίνει στὴ φόρα, ὁ Παπαστράτος κατέφυγε στὴν Ἐπιτροπή.	[320, 1510, 796, 2309]
headline-conviction: ΚΑΤΑΔΙΚΗ ΜΕΛΩΝ ΤΟΥ ΣΕ 18 ΜΗΝΕΣ ΦΥΛΑΚΗ ΚΑΙ ΕΞΟΡΙΑ	[320, 899, 796, 942]
paragraph: Προχτὲς τὴν Κυριακὴ πραγματοποιήθηκε ἡ ἐκδρομὴ τῆς Ο. Ε. Α. Πλὴν ὅμως ἡ ἀσφάλεια τοῦ Πειραιᾶ μὲ κανένα λόγο δὲν ἐπέτρεψε νὰ γίνει στὴ Βάρκιζα ποὺ εἶχε ὁριστεῖ, ἐπιτρέποντάς την μόνο γιὰ τὸ Μεγάλο Πεῦκο. Συνέλαβε ἀπεῖτα καὶ τοὺς νέους Χροντούλη, Πολυίδαιρο καὶ Νάνο, τοὺς ὁποίους καὶ κακοποίησαν στὴν ἀσφάλεια.	[320, 297, 471, 626]
column-2	[320, 62, 796, 2323]
paragraph: Τὰ χρήματα ποὺ κατακράτησε ὁ Παπαστράτος ἀπ' τοὺς καπνοπαραγωγοὺς φτάνουν τὶς 203.000 δραχμές. Ἀπαιτοῦμε νὰ τοὺς ἀποδοθοῦν ἀμέσως.	[565, 1783, 796, 1869]
paragraph: Τὰ λαβιτούρες τῶν γαλονάδων, ποὺ μόνοι οἱ κομμουνιστὲς καταγγέλλουν, οἱ σακαράκες μᾶς τὰ παρουσιάζουν γιὰ συκοφαντίες. Τὶ μέρες ὅμως αὐτὲς βλέπουμε νὰ δικάζεται ὁ συνταγματάρχης Καββαδᾶς γιὰ τὸ ἔργο αὐτοκινήτων ποὺ κατάχρησε.	[1036, 667, 1573, 1463]
paragraph: Τὸ συλλαλητήριο κλείνει μὲ τὴν ψήφιση ψηφίσματος διαμαρτυρίας ἐνάντια στὴν τρομοκρατία καὶ στὸν ἱμπεριαλιστικὸ πόλεμο.	[320, 2096, 551, 2164]
paragraph: Γι' αὐτὸ ἡ πάλη γιὰ τὴν ἐλευθερία καὶ γιὰ τὴ ζωὴ τῶν παιδιῶν εἶναι καὶ μία πάλη ἐνάντια στὸν πόλεμο. Ἀργότερα, οἱ σύντροφοι μιλᾶνε γιὰ τὶς ἀλλαγὲς ποὺ ἔγιναν στὴ Σοβιετικὴ Ἕνωση καὶ γιὰ τὴν εἰρηνικὴ πολιτικὴ ποὺ ἀκολουθεῖ ἡ ἐργατικὴ τάξη.	[18, 1142, 311, 1262]
paragraph: Πληροφορία διαμαρτυρία ἐνέκρινε καὶ σύσκεψη 20 ὑπαξιωματικῶν τῆς ἴδιας μονάδας.	[1036, 548, 1298, 599]
paragraph: ἐκείνους, τὴν ἐποχὴ ἐκείνη ποὺ ψηνόντανε ὁλάκερη ἡ κολλεκτίβα στὸν πυρετό; Πῶς νὰ πραγματοποιηθεῖ τὸ καθῆκο τῆς μόρφωσης ὅταν ὁ πυρετὸς εἶχε φτάσει σὲ τέτοια ὀξύτητα;	[18, 63, 311, 147]
